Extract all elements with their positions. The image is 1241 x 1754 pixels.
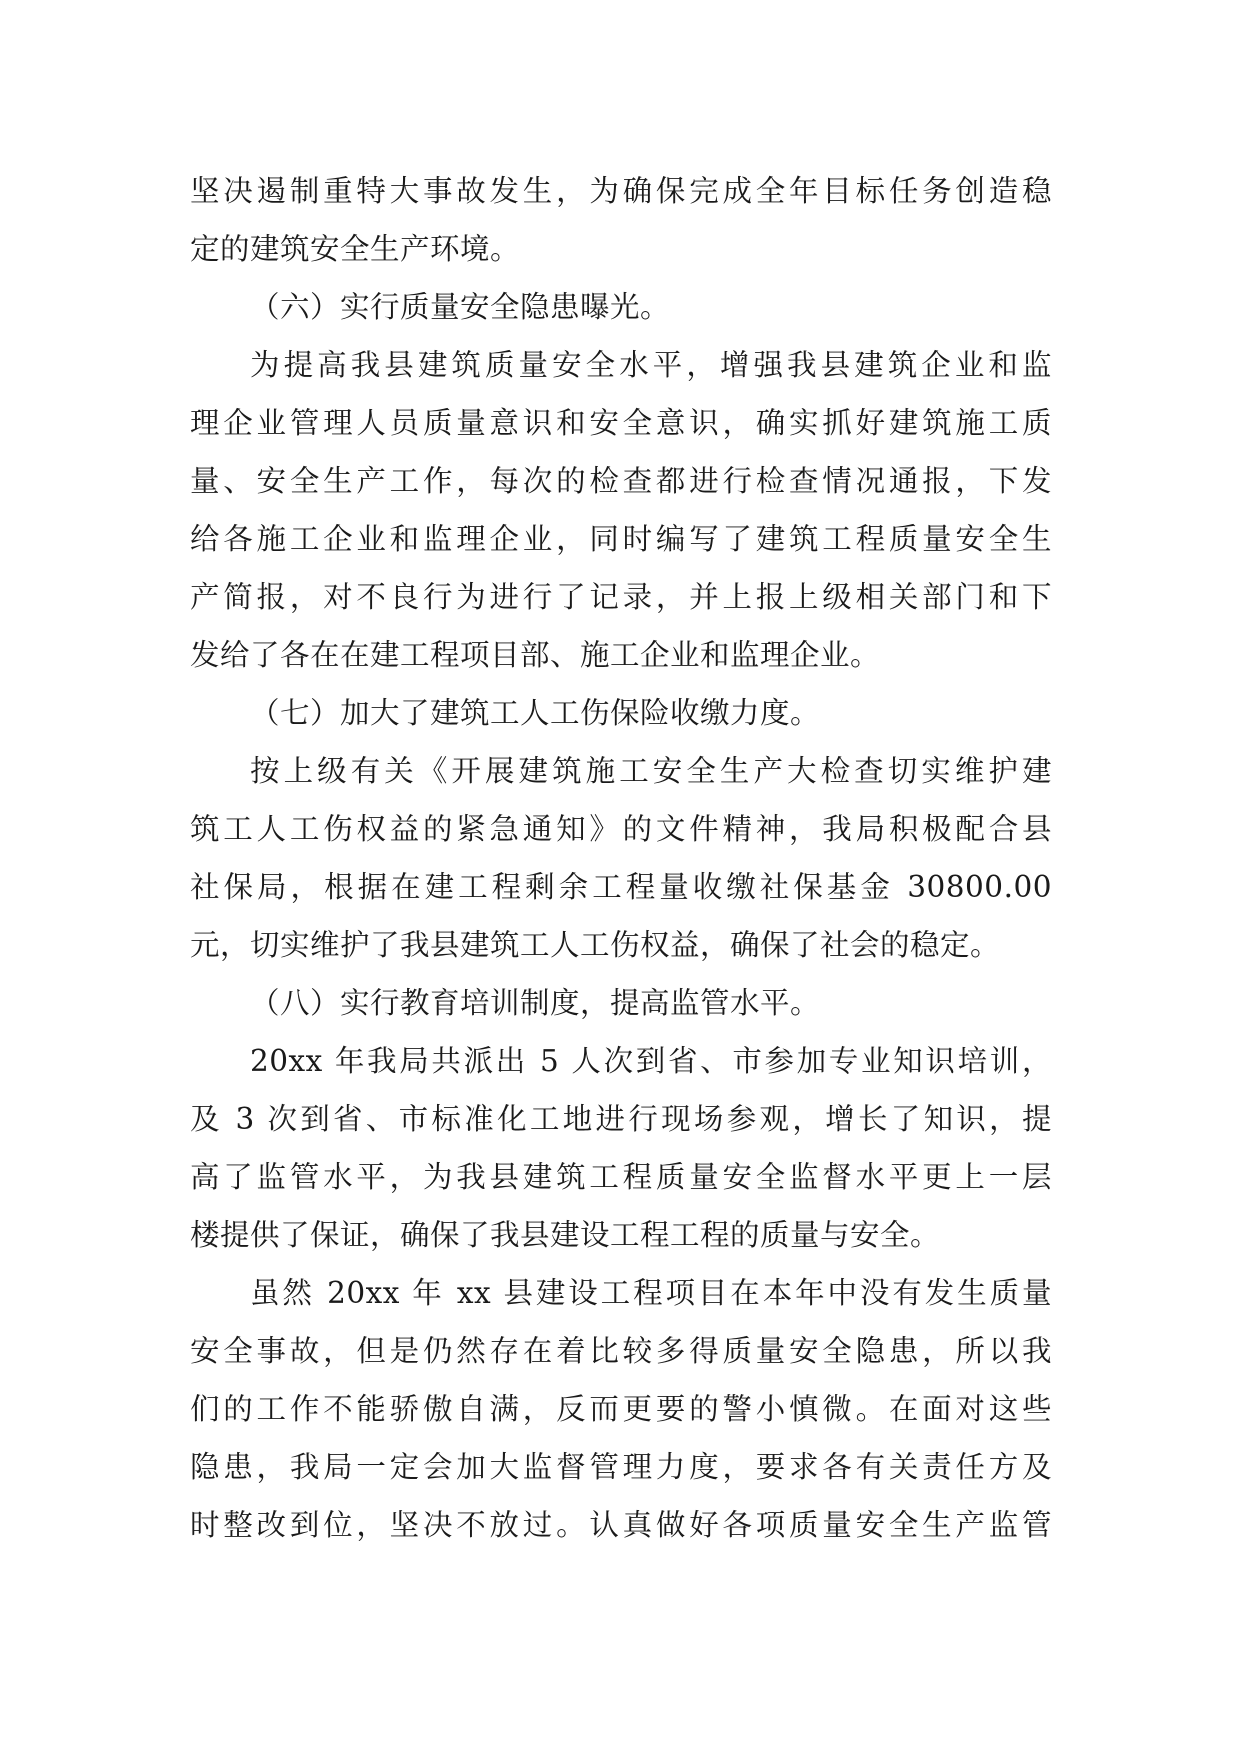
text-line: 发给了各在在建工程项目部、施工企业和监理企业。 bbox=[190, 638, 881, 672]
text-line: 定的建筑安全生产环境。 bbox=[190, 232, 521, 266]
text-line: 20xx 年我局共派出 5 人次到省、市参加专业知识培训， bbox=[250, 1044, 1052, 1078]
text-line: 量、安全生产工作，每次的检查都进行检查情况通报，下发 bbox=[190, 464, 1052, 498]
text-line: 楼提供了保证，确保了我县建设工程工程的质量与安全。 bbox=[190, 1218, 941, 1252]
text-line: 时整改到位，坚决不放过。认真做好各项质量安全生产监管 bbox=[190, 1508, 1052, 1542]
text-line: 高了监管水平，为我县建筑工程质量安全监督水平更上一层 bbox=[190, 1160, 1052, 1194]
text-line: 安全事故，但是仍然存在着比较多得质量安全隐患，所以我 bbox=[190, 1334, 1052, 1368]
text-line: 虽然 20xx 年 xx 县建设工程项目在本年中没有发生质量 bbox=[250, 1276, 1052, 1310]
text-line: 及 3 次到省、市标准化工地进行现场参观，增长了知识，提 bbox=[190, 1102, 1052, 1136]
text-line: 产简报，对不良行为进行了记录，并上报上级相关部门和下 bbox=[190, 580, 1052, 614]
text-line: 筑工人工伤权益的紧急通知》的文件精神，我局积极配合县 bbox=[190, 812, 1052, 846]
text-line: 为提高我县建筑质量安全水平，增强我县建筑企业和监 bbox=[250, 348, 1052, 382]
text-line: 理企业管理人员质量意识和安全意识，确实抓好建筑施工质 bbox=[190, 406, 1052, 440]
text-line: （六）实行质量安全隐患曝光。 bbox=[250, 290, 671, 324]
text-line: 坚决遏制重特大事故发生，为确保完成全年目标任务创造稳 bbox=[190, 174, 1052, 208]
text-line: 们的工作不能骄傲自满，反而更要的警小慎微。在面对这些 bbox=[190, 1392, 1052, 1426]
text-line: 按上级有关《开展建筑施工安全生产大检查切实维护建 bbox=[250, 754, 1052, 788]
text-line: 给各施工企业和监理企业，同时编写了建筑工程质量安全生 bbox=[190, 522, 1052, 556]
text-line: 元，切实维护了我县建筑工人工伤权益，确保了社会的稳定。 bbox=[190, 928, 1001, 962]
text-line: （七）加大了建筑工人工伤保险收缴力度。 bbox=[250, 696, 821, 730]
text-line: （八）实行教育培训制度，提高监管水平。 bbox=[250, 986, 821, 1020]
text-line: 社保局，根据在建工程剩余工程量收缴社保基金 30800.00 bbox=[190, 870, 1052, 904]
text-line: 隐患，我局一定会加大监督管理力度，要求各有关责任方及 bbox=[190, 1450, 1052, 1484]
document-body bbox=[190, 162, 1052, 1554]
